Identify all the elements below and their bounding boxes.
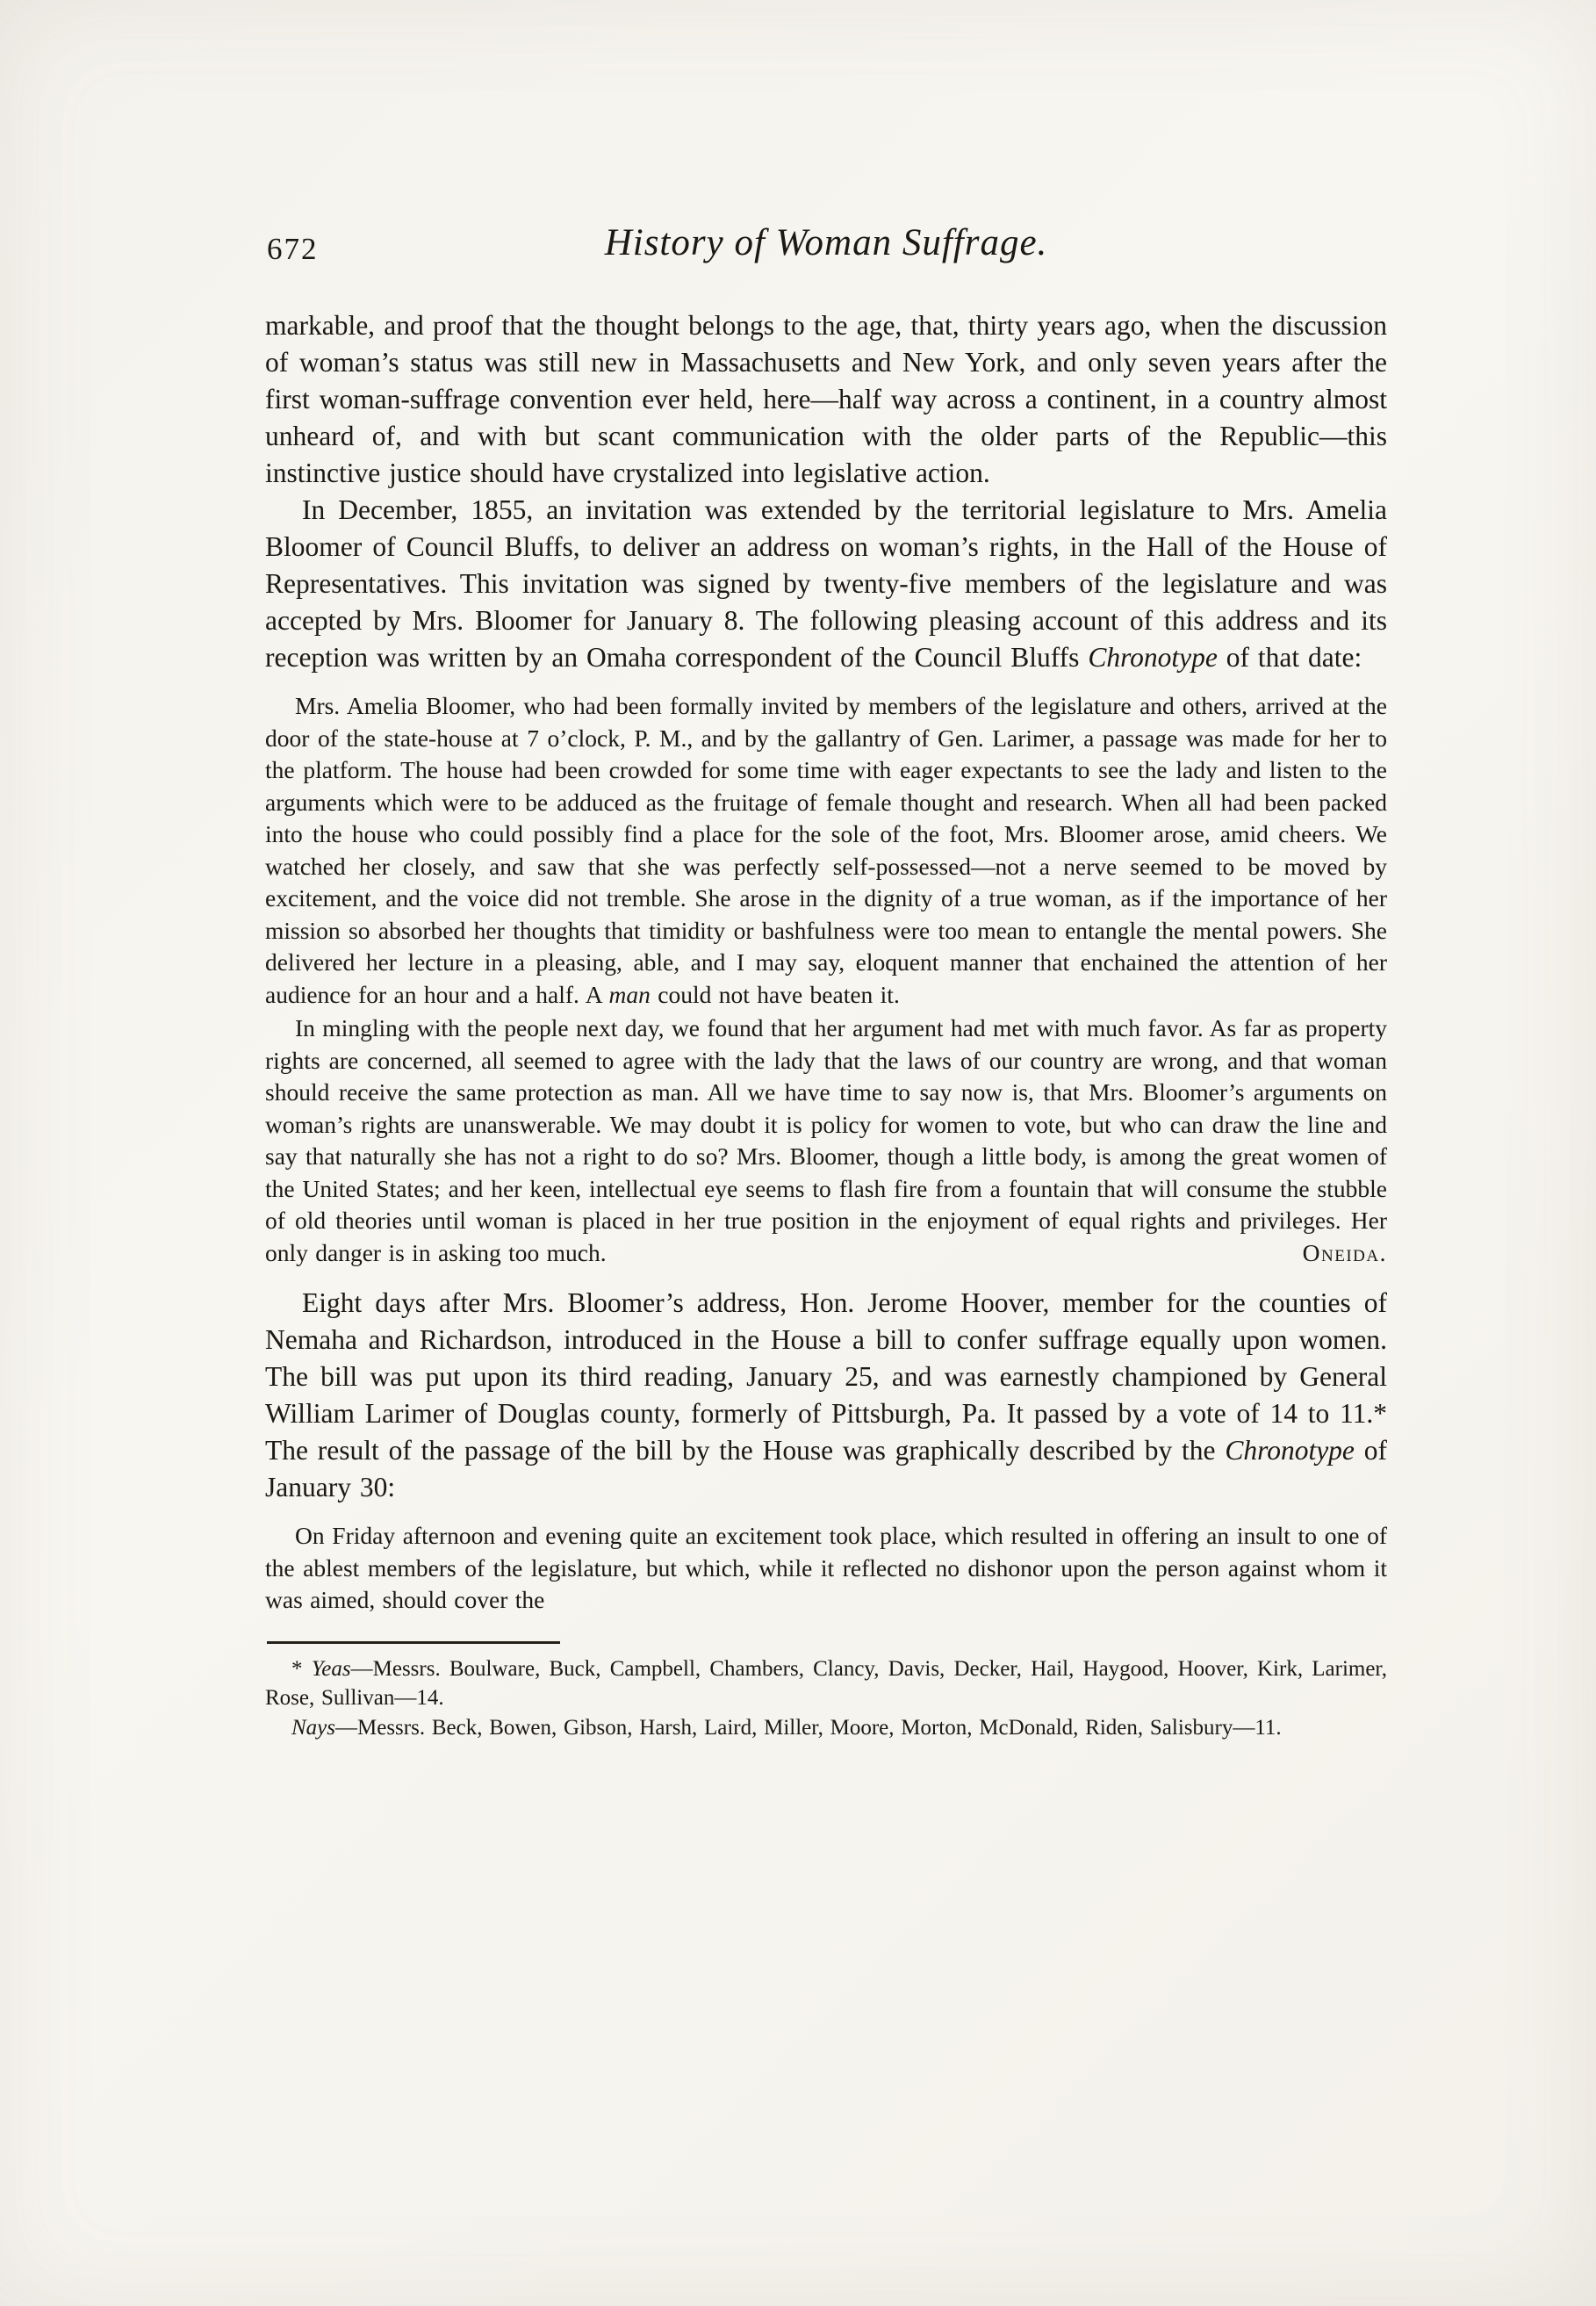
paragraph-text: markable, and proof that the thought belongs to the age, that, thirty years ago, when the discussion of woman’s status was still new in Massachusetts and New York, and only seven years after the first woman-suffrage convention ever held, here—half way across a continent, in a country almost unheard of, and with but scant communication with the older parts of the Republic—this instinctive justice should have crystalized into legislative action. [265, 310, 1387, 488]
paragraph-text: On Friday afternoon and evening quite an excitement took place, which resulted in offering an insult to one of the ablest members of the legislature, but which, while it reflected no dishonor upon the person against whom it was aimed, should cover the [265, 1522, 1387, 1613]
chronotype-excerpt-block [265, 690, 1387, 1269]
paragraph-text: —Messrs. Beck, Bowen, Gibson, Harsh, Laird, Miller, Moore, Morton, McDonald, Riden, Salisbury—11. [335, 1715, 1282, 1740]
paragraph-text: of January 30: [265, 1435, 1387, 1503]
content-column [265, 221, 1387, 1742]
quote-paragraph-3 [265, 1520, 1387, 1617]
paragraph-text: could not have beaten it. [650, 980, 900, 1008]
paragraph-text: Eight days after Mrs. Bloomer’s address, Hon. Jerome Hoover, member for the counties of Nemaha and Richardson, introduced in the House a bill to confer suffrage equally upon women. The bill was put upon its third reading, January 25, and was earnestly championed by General William Larimer of Douglas county, formerly of Pittsburgh, Pa. It passed by a vote of 14 to 11.* The result of the passage of the bill by the House was graphically described by the [265, 1287, 1387, 1466]
paragraph-text: of that date: [1217, 642, 1362, 673]
yeas-italic: Yeas [311, 1656, 351, 1681]
paragraph-text: In December, 1855, an invitation was extended by the territorial legislature to Mrs. Amelia Bloomer of Council Bluffs, to deliver an address on woman’s rights, in the Hall of the House of Representatives. This invitation was signed by twenty-five members of the legislature and was accepted by Mrs. Bloomer for January 8. The following pleasing account of this address and its reception was written by an Omaha correspondent of the Council Bluffs [265, 494, 1387, 673]
page-header [265, 221, 1387, 277]
footnote-marker: * [291, 1656, 312, 1681]
paragraph-text: —Messrs. Boulware, Buck, Campbell, Chambers, Clancy, Davis, Decker, Hail, Haygood, Hoover, Kirk, Larimer, Rose, Sullivan—14. [265, 1656, 1388, 1710]
running-title: History of Woman Suffrage. [604, 222, 1048, 263]
quote-paragraph-1 [265, 690, 1387, 1011]
footnote-rule [267, 1641, 560, 1644]
correspondent-signature: Oneida. [1302, 1238, 1387, 1266]
paragraph-text: In mingling with the people next day, we found that her argument had met with much favor. As far as property rights are concerned, all seemed to agree with the lady that the laws of our country are wrong, and that woman should receive the same protection as man. All we have time to say now is, that Mrs. Bloomer’s arguments on woman’s rights are unanswerable. We may doubt it is policy for women to vote, but who can draw the line and say that naturally she has not a right to do so? Mrs. Bloomer, though a little body, is among the great women of the United States; and her keen, intellectual eye seems to flash fire from a fountain that will consume the stubble of old theories until woman is placed in her true position in the enjoyment of equal rights and privileges. Her only danger is in asking too much. [265, 1014, 1387, 1266]
footnote-nays [265, 1713, 1387, 1743]
nays-italic: Nays [291, 1715, 335, 1740]
page-number: 672 [267, 232, 319, 266]
body-paragraph-1 [265, 307, 1387, 492]
body-paragraph-3 [265, 1285, 1387, 1506]
chronotype-italic: Chronotype [1225, 1435, 1355, 1466]
quote-paragraph-2 [265, 1012, 1387, 1269]
chronotype-italic: Chronotype [1088, 642, 1218, 673]
paragraph-text: Mrs. Amelia Bloomer, who had been formally invited by members of the legislature and others, arrived at the door of the state-house at 7 o’clock, P. M., and by the gallantry of Gen. Larimer, a passage was made for her to the platform. The house had been crowded for some time with eager expectants to see the lady and listen to the arguments which were to be adduced as the fruitage of female thought and research. When all had been packed into the house who could possibly find a place for the sole of the foot, Mrs. Bloomer arose, amid cheers. We watched her closely, and saw that she was perfectly self-possessed—not a nerve seemed to be moved by excitement, and the voice did not tremble. She arose in the dignity of a true woman, as if the importance of her mission so absorbed her thoughts that timidity or bashfulness were too mean to entangle the mental powers. She delivered her lecture in a pleasing, able, and I may say, eloquent manner that enchained the attention of her audience for an hour and a half. A [265, 692, 1387, 1008]
chronotype-excerpt-block-2 [265, 1520, 1387, 1617]
footnote-yeas [265, 1654, 1387, 1713]
body-paragraph-2 [265, 492, 1387, 676]
man-italic: man [608, 980, 651, 1008]
